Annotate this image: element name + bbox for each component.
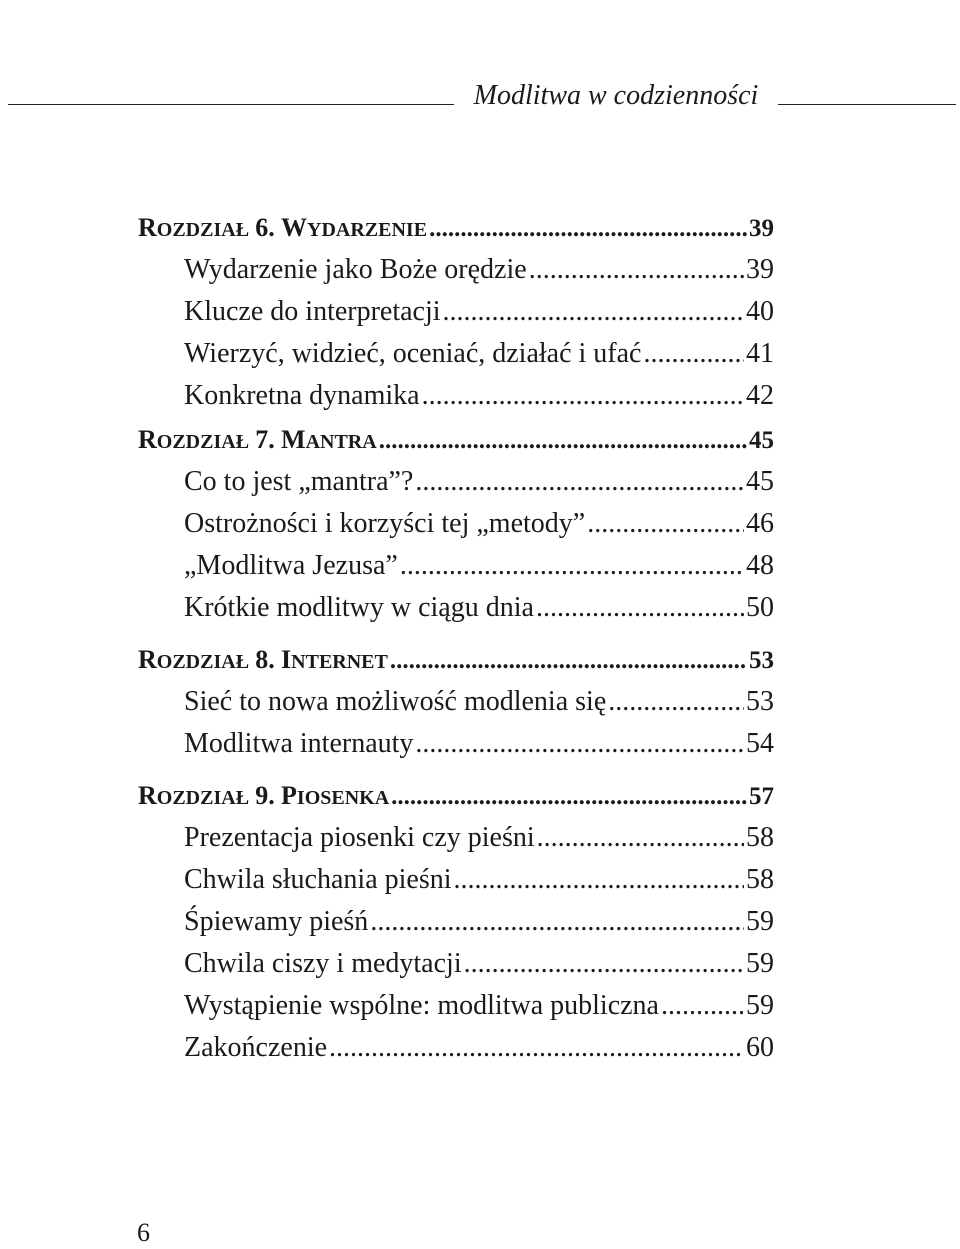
running-header — [0, 78, 960, 114]
dot-leader — [422, 375, 744, 417]
entry-label: Śpiewamy pieśń — [184, 906, 369, 937]
dot-leader — [390, 640, 747, 682]
dot-leader — [429, 208, 747, 250]
dot-leader — [529, 249, 744, 291]
entry-page: 41 — [746, 338, 774, 369]
entry-label: Wydarzenie jako Boże orędzie — [184, 254, 527, 285]
header-rule-right — [778, 104, 956, 105]
entry-page: 54 — [746, 728, 774, 759]
toc-chapter-6[interactable] — [138, 207, 774, 249]
dot-leader — [400, 545, 744, 587]
toc-entry[interactable] — [184, 681, 774, 723]
toc-entry[interactable] — [184, 943, 774, 985]
toc-entry[interactable] — [184, 723, 774, 765]
page-number: 6 — [137, 1218, 150, 1247]
chapter-page: 53 — [749, 647, 774, 674]
toc-entry[interactable] — [184, 503, 774, 545]
toc-entry[interactable] — [184, 587, 774, 629]
toc-chapter-8[interactable] — [138, 639, 774, 681]
dot-leader — [536, 587, 744, 629]
toc-entry[interactable] — [184, 985, 774, 1027]
chapter-title: ROZDZIAŁ 9. PIOSENKA — [138, 781, 390, 810]
chapter-title: ROZDZIAŁ 6. WYDARZENIE — [138, 213, 428, 242]
dot-leader — [415, 461, 744, 503]
entry-label: Chwila ciszy i medytacji — [184, 948, 462, 979]
dot-leader — [643, 333, 744, 375]
entry-label: Modlitwa internauty — [184, 728, 414, 759]
dot-leader — [464, 943, 744, 985]
toc-entry[interactable] — [184, 817, 774, 859]
entry-page: 45 — [746, 466, 774, 497]
header-rule-left — [8, 104, 454, 105]
entry-label: Sieć to nowa możliwość modlenia się — [184, 686, 607, 717]
chapter-page: 45 — [749, 427, 774, 454]
entry-page: 59 — [746, 948, 774, 979]
entry-page: 46 — [746, 508, 774, 539]
toc-entry[interactable] — [184, 249, 774, 291]
chapter-title: ROZDZIAŁ 7. MANTRA — [138, 425, 377, 454]
dot-leader — [415, 723, 744, 765]
toc-entry[interactable] — [184, 291, 774, 333]
entry-label: Prezentacja piosenki czy pieśni — [184, 822, 535, 853]
chapter-page: 57 — [749, 783, 774, 810]
dot-leader — [379, 420, 747, 462]
entry-page: 59 — [746, 906, 774, 937]
toc-entry[interactable] — [184, 901, 774, 943]
entry-label: Wierzyć, widzieć, oceniać, działać i ufać — [184, 338, 642, 369]
toc-entry[interactable] — [184, 461, 774, 503]
entry-page: 42 — [746, 380, 774, 411]
entry-page: 58 — [746, 822, 774, 853]
entry-page: 60 — [746, 1032, 774, 1063]
entry-page: 40 — [746, 296, 774, 327]
dot-leader — [608, 681, 744, 723]
dot-leader — [587, 503, 744, 545]
entry-label: Chwila słuchania pieśni — [184, 864, 452, 895]
toc-entry[interactable] — [184, 375, 774, 417]
entry-page: 58 — [746, 864, 774, 895]
toc-chapter-9[interactable] — [138, 775, 774, 817]
entry-label: Klucze do interpretacji — [184, 296, 441, 327]
entry-page: 59 — [746, 990, 774, 1021]
entry-label: Co to jest „mantra”? — [184, 466, 414, 497]
dot-leader — [454, 859, 744, 901]
entry-label: Wystąpienie wspólne: modlitwa publiczna — [184, 990, 659, 1021]
toc-chapter-7[interactable] — [138, 419, 774, 461]
entry-label: „Modlitwa Jezusa” — [184, 550, 398, 581]
entry-page: 48 — [746, 550, 774, 581]
entry-page: 50 — [746, 592, 774, 623]
toc-entry[interactable] — [184, 859, 774, 901]
dot-leader — [370, 901, 744, 943]
toc-entry[interactable] — [184, 1027, 774, 1069]
chapter-title: ROZDZIAŁ 8. INTERNET — [138, 645, 388, 674]
entry-label: Ostrożności i korzyści tej „metody” — [184, 508, 586, 539]
dot-leader — [443, 291, 744, 333]
toc-entry[interactable] — [184, 545, 774, 587]
entry-page: 39 — [746, 254, 774, 285]
toc-entry[interactable] — [184, 333, 774, 375]
entry-page: 53 — [746, 686, 774, 717]
table-of-contents — [138, 205, 774, 1069]
entry-label: Konkretna dynamika — [184, 380, 420, 411]
running-header-title: Modlitwa w codzienności — [473, 80, 759, 111]
entry-label: Zakończenie — [184, 1032, 328, 1063]
dot-leader — [329, 1027, 744, 1069]
dot-leader — [537, 817, 744, 859]
dot-leader — [391, 776, 747, 818]
entry-label: Krótkie modlitwy w ciągu dnia — [184, 592, 534, 623]
dot-leader — [661, 985, 744, 1027]
chapter-page: 39 — [749, 215, 774, 242]
